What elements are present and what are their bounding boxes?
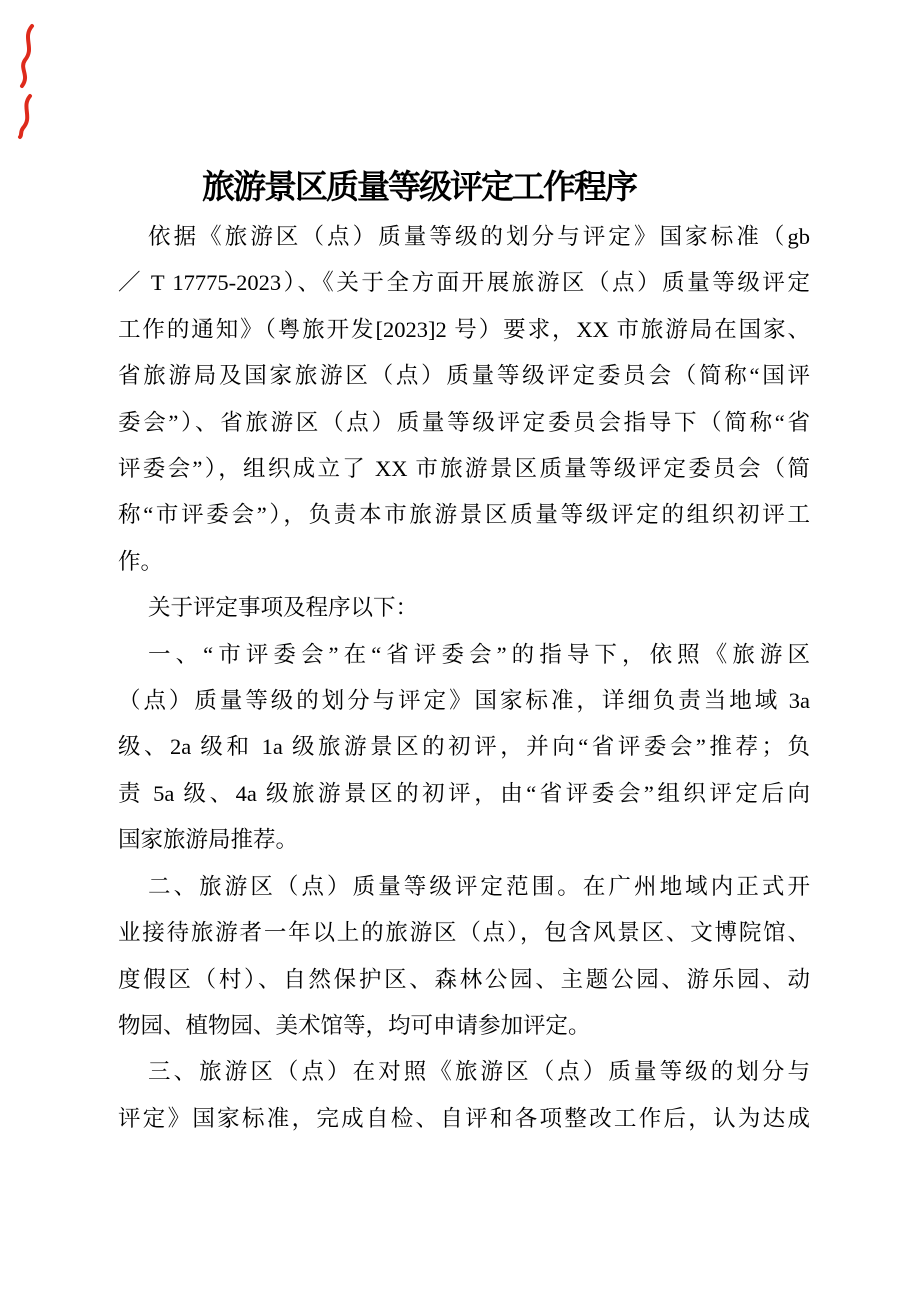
document-content [118, 168, 810, 1142]
text-line: 国家旅游局推荐。 [118, 827, 299, 853]
document-title: 旅游景区质量等级评定工作程序 [202, 170, 636, 206]
text-line: 业接待旅游者一年以上的旅游区（点），包含风景区、文博院馆、 [118, 920, 810, 946]
text-line: 级、2a 级和 1a 级旅游景区的初评，并向“省评委会”推荐；负 [118, 734, 810, 760]
text-line: 关于评定事项及程序以下： [148, 595, 419, 621]
text-line: 二、旅游区（点）质量等级评定范围。在广州地域内正式开 [148, 873, 810, 899]
text-line: 省旅游局及国家旅游区（点）质量等级评定委员会（简称“国评 [118, 363, 810, 389]
document-body [118, 214, 810, 1142]
text-line: 评定》国家标准，完成自检、自评和各项整改工作后，认为达成 [118, 1105, 810, 1131]
text-line: ／ T 17775-2023）、《关于全方面开展旅游区（点）质量等级评定 [118, 270, 810, 296]
text-line: （点）质量等级的划分与评定》国家标准，详细负责当地域 3a [118, 688, 810, 714]
text-line: 评委会”），组织成立了 XX 市旅游景区质量等级评定委员会（简 [118, 456, 810, 482]
text-line: 责 5a 级、4a 级旅游景区的初评，由“省评委会”组织评定后向 [118, 780, 810, 806]
text-line: 依据《旅游区（点）质量等级的划分与评定》国家标准（gb [148, 224, 810, 249]
text-line: 作。 [118, 548, 164, 574]
text-line: 委会”）、省旅游区（点）质量等级评定委员会指导下（简称“省 [118, 409, 810, 435]
text-line: 度假区（村）、自然保护区、森林公园、主题公园、游乐园、动 [118, 966, 810, 992]
text-line: 一、“市评委会”在“省评委会”的指导下，依照《旅游区 [148, 641, 810, 667]
text-line: 物园、植物园、美术馆等，均可申请参加评定。 [118, 1012, 591, 1038]
text-line: 三、旅游区（点）在对照《旅游区（点）质量等级的划分与 [148, 1059, 810, 1085]
text-line: 称“市评委会”），负责本市旅游景区质量等级评定的组织初评工 [118, 502, 810, 528]
red-pen-scribble-icon [8, 22, 48, 140]
text-line: 工作的通知》（粤旅开发[2023]2 号）要求，XX 市旅游局在国家、 [118, 316, 810, 342]
